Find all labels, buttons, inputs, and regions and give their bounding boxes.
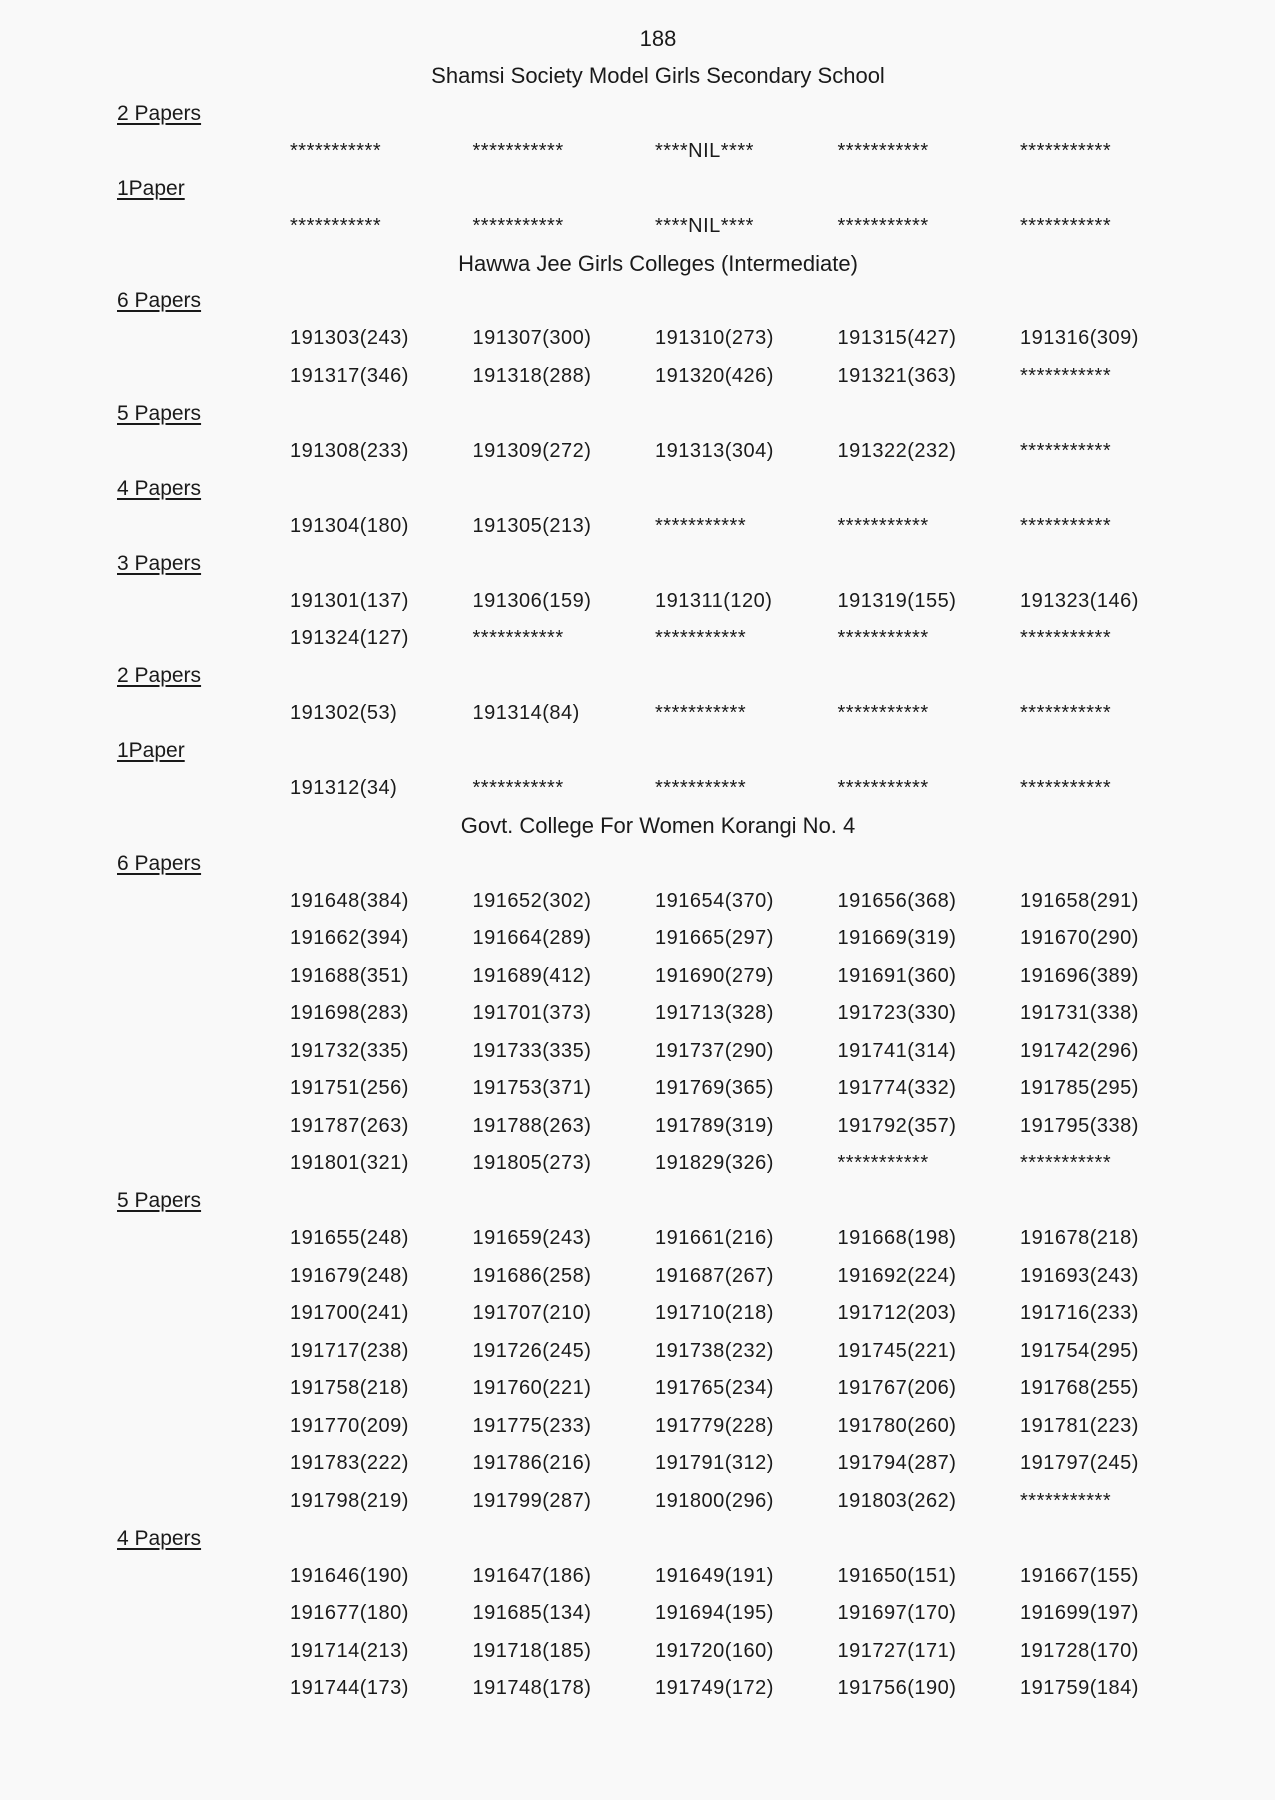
results-row	[0, 1220, 1275, 1258]
results-row	[0, 1070, 1275, 1108]
results-row	[0, 1633, 1275, 1671]
papers-group-heading	[0, 95, 1275, 133]
results-row	[0, 358, 1275, 396]
result-cell: 191307(300)	[472, 327, 592, 350]
result-cell: 191791(312)	[655, 1452, 774, 1475]
result-cell: 191302(53)	[290, 702, 398, 725]
result-cell: 191788(263)	[472, 1114, 592, 1137]
results-row	[0, 1370, 1275, 1408]
results-row	[0, 1558, 1275, 1596]
result-cell: 191786(216)	[472, 1452, 592, 1475]
results-row	[0, 995, 1275, 1033]
result-cell: ***********	[837, 214, 929, 237]
result-cell: 191311(120)	[655, 589, 773, 612]
result-cell: 191668(198)	[837, 1227, 957, 1250]
result-cell: 191718(185)	[472, 1639, 592, 1662]
papers-group-heading	[0, 845, 1275, 883]
result-cell: 191775(233)	[472, 1414, 592, 1437]
result-cell: 191321(363)	[837, 364, 957, 387]
result-cell: 191753(371)	[472, 1077, 592, 1100]
result-cell: 191686(258)	[472, 1264, 592, 1287]
result-cell: 191320(426)	[655, 364, 774, 387]
result-cell: 191306(159)	[472, 589, 592, 612]
result-cell: ***********	[837, 139, 929, 162]
papers-group-heading	[0, 1520, 1275, 1558]
result-cell: 191649(191)	[655, 1564, 774, 1587]
results-row	[0, 1258, 1275, 1296]
result-cell: 191691(360)	[837, 964, 957, 987]
result-cell: 191748(178)	[472, 1677, 592, 1700]
result-cell: ***********	[837, 514, 929, 537]
result-cell: 191720(160)	[655, 1639, 774, 1662]
result-cell: ***********	[1020, 1152, 1112, 1175]
result-cell: ****NIL****	[655, 214, 754, 237]
result-cell: 191314(84)	[472, 702, 580, 725]
results-row	[0, 1108, 1275, 1146]
result-cell: 191768(255)	[1020, 1377, 1139, 1400]
results-row	[0, 508, 1275, 546]
result-cell: 191322(232)	[837, 439, 957, 462]
result-cell: 191678(218)	[1020, 1227, 1139, 1250]
result-cell: 191749(172)	[655, 1677, 774, 1700]
results-row	[0, 1145, 1275, 1183]
results-content	[0, 58, 1275, 1708]
result-cell: 191685(134)	[472, 1602, 592, 1625]
result-cell: 191696(389)	[1020, 964, 1139, 987]
papers-group-heading	[0, 170, 1275, 208]
result-cell: 191781(223)	[1020, 1414, 1139, 1437]
results-row	[0, 1670, 1275, 1708]
results-row	[0, 770, 1275, 808]
papers-group-label: 2 Papers	[117, 101, 202, 125]
result-cell: 191744(173)	[290, 1677, 409, 1700]
papers-group-label: 5 Papers	[117, 1189, 202, 1213]
papers-group-heading	[0, 545, 1275, 583]
result-cell: 191760(221)	[472, 1377, 592, 1400]
results-row	[0, 620, 1275, 658]
result-cell: 191690(279)	[655, 964, 774, 987]
result-cell: 191313(304)	[655, 439, 774, 462]
result-cell: 191713(328)	[655, 1002, 774, 1025]
result-cell: 191727(171)	[837, 1639, 957, 1662]
result-cell: 191794(287)	[837, 1452, 957, 1475]
result-cell: 191693(243)	[1020, 1264, 1139, 1287]
result-cell: 191647(186)	[472, 1564, 592, 1587]
result-cell: 191707(210)	[472, 1302, 592, 1325]
result-cell: 191677(180)	[290, 1602, 409, 1625]
results-row	[0, 1445, 1275, 1483]
result-cell: 191728(170)	[1020, 1639, 1139, 1662]
result-cell: ***********	[472, 139, 564, 162]
result-cell: 191745(221)	[837, 1339, 957, 1362]
papers-group-heading	[0, 658, 1275, 696]
result-cell: ***********	[472, 627, 564, 650]
papers-group-label: 6 Papers	[117, 289, 202, 313]
result-cell: 191689(412)	[472, 964, 592, 987]
result-cell: 191765(234)	[655, 1377, 774, 1400]
result-cell: 191798(219)	[290, 1489, 409, 1512]
result-cell: ***********	[1020, 777, 1112, 800]
result-cell: 191661(216)	[655, 1227, 774, 1250]
results-row	[0, 433, 1275, 471]
results-row	[0, 1033, 1275, 1071]
result-cell: 191712(203)	[837, 1302, 957, 1325]
papers-group-heading	[0, 1183, 1275, 1221]
result-cell: 191714(213)	[290, 1639, 409, 1662]
result-cell: ***********	[1020, 214, 1112, 237]
result-cell: 191315(427)	[837, 327, 957, 350]
result-cell: 191667(155)	[1020, 1564, 1139, 1587]
papers-group-heading	[0, 395, 1275, 433]
result-cell: 191692(224)	[837, 1264, 957, 1287]
result-cell: 191662(394)	[290, 927, 409, 950]
result-cell: 191829(326)	[655, 1152, 774, 1175]
result-cell: 191679(248)	[290, 1264, 409, 1287]
papers-group-label: 3 Papers	[117, 551, 202, 575]
result-cell: 191731(338)	[1020, 1002, 1139, 1025]
result-cell: 191805(273)	[472, 1152, 592, 1175]
results-row	[0, 1595, 1275, 1633]
result-cell: 191710(218)	[655, 1302, 774, 1325]
result-cell: ***********	[837, 777, 929, 800]
result-cell: 191726(245)	[472, 1339, 592, 1362]
result-cell: ***********	[1020, 1489, 1112, 1512]
result-cell: 191803(262)	[837, 1489, 957, 1512]
result-cell: ***********	[655, 514, 747, 537]
papers-group-label: 4 Papers	[117, 1526, 202, 1550]
result-cell: ***********	[837, 627, 929, 650]
papers-group-label: 1Paper	[117, 176, 185, 200]
result-cell: ***********	[837, 702, 929, 725]
result-cell: 191783(222)	[290, 1452, 409, 1475]
result-cell: 191316(309)	[1020, 327, 1139, 350]
result-cell: ***********	[1020, 364, 1112, 387]
result-cell: 191665(297)	[655, 927, 774, 950]
results-row	[0, 695, 1275, 733]
school-title: Shamsi Society Model Girls Secondary School	[431, 63, 885, 89]
results-row	[0, 883, 1275, 921]
result-cell: 191758(218)	[290, 1377, 409, 1400]
result-cell: 191304(180)	[290, 514, 409, 537]
result-cell: 191656(368)	[837, 889, 957, 912]
result-cell: 191659(243)	[472, 1227, 592, 1250]
result-cell: 191756(190)	[837, 1677, 957, 1700]
page-number: 188	[639, 25, 677, 51]
result-cell: 191698(283)	[290, 1002, 409, 1025]
result-cell: 191800(296)	[655, 1489, 774, 1512]
result-cell: ***********	[1020, 514, 1112, 537]
papers-group-heading	[0, 283, 1275, 321]
result-cell: 191323(146)	[1020, 589, 1139, 612]
result-cell: 191310(273)	[655, 327, 774, 350]
result-cell: 191318(288)	[472, 364, 592, 387]
result-cell: ***********	[655, 702, 747, 725]
result-cell: 191723(330)	[837, 1002, 957, 1025]
result-cell: 191312(34)	[290, 777, 398, 800]
result-cell: 191305(213)	[472, 514, 592, 537]
result-cell: 191646(190)	[290, 1564, 409, 1587]
result-cell: 191767(206)	[837, 1377, 957, 1400]
results-row	[0, 1408, 1275, 1446]
result-cell: 191687(267)	[655, 1264, 774, 1287]
result-cell: ***********	[1020, 439, 1112, 462]
papers-group-heading	[0, 733, 1275, 771]
result-cell: ****NIL****	[655, 139, 754, 162]
result-cell: 191694(195)	[655, 1602, 774, 1625]
result-cell: 191759(184)	[1020, 1677, 1139, 1700]
papers-group-label: 6 Papers	[117, 851, 202, 875]
result-cell: 191797(245)	[1020, 1452, 1139, 1475]
school-title: Govt. College For Women Korangi No. 4	[460, 813, 856, 839]
result-cell: ***********	[472, 214, 564, 237]
result-cell: 191785(295)	[1020, 1077, 1139, 1100]
result-cell: 191654(370)	[655, 889, 774, 912]
result-cell: 191670(290)	[1020, 927, 1139, 950]
result-cell: 191324(127)	[290, 627, 409, 650]
results-row	[0, 1295, 1275, 1333]
results-row	[0, 958, 1275, 996]
results-row	[0, 920, 1275, 958]
result-cell: 191309(272)	[472, 439, 592, 462]
results-row	[0, 133, 1275, 171]
result-cell: ***********	[472, 777, 564, 800]
result-cell: 191787(263)	[290, 1114, 409, 1137]
result-cell: ***********	[290, 214, 382, 237]
result-cell: 191701(373)	[472, 1002, 592, 1025]
result-cell: 191795(338)	[1020, 1114, 1139, 1137]
result-cell: 191717(238)	[290, 1339, 409, 1362]
result-cell: 191650(151)	[837, 1564, 957, 1587]
result-cell: 191664(289)	[472, 927, 592, 950]
result-cell: 191716(233)	[1020, 1302, 1139, 1325]
papers-group-label: 2 Papers	[117, 664, 202, 688]
result-cell: 191319(155)	[837, 589, 957, 612]
result-cell: 191648(384)	[290, 889, 409, 912]
result-cell: 191770(209)	[290, 1414, 409, 1437]
result-cell: 191751(256)	[290, 1077, 409, 1100]
result-cell: 191741(314)	[837, 1039, 957, 1062]
result-cell: 191789(319)	[655, 1114, 774, 1137]
result-cell: 191799(287)	[472, 1489, 592, 1512]
result-cell: ***********	[290, 139, 382, 162]
result-cell: 191780(260)	[837, 1414, 957, 1437]
result-cell: 191754(295)	[1020, 1339, 1139, 1362]
results-row	[0, 583, 1275, 621]
results-row	[0, 1333, 1275, 1371]
papers-group-label: 1Paper	[117, 739, 185, 763]
result-cell: 191301(137)	[290, 589, 409, 612]
result-cell: 191801(321)	[290, 1152, 409, 1175]
result-cell: 191303(243)	[290, 327, 409, 350]
result-cell: 191700(241)	[290, 1302, 409, 1325]
result-cell: 191769(365)	[655, 1077, 774, 1100]
result-cell: 191733(335)	[472, 1039, 592, 1062]
result-cell: 191317(346)	[290, 364, 409, 387]
result-cell: ***********	[655, 627, 747, 650]
result-cell: ***********	[837, 1152, 929, 1175]
results-row	[0, 320, 1275, 358]
papers-group-heading	[0, 470, 1275, 508]
result-cell: 191697(170)	[837, 1602, 957, 1625]
papers-group-label: 4 Papers	[117, 476, 202, 500]
result-cell: 191652(302)	[472, 889, 592, 912]
result-cell: 191658(291)	[1020, 889, 1139, 912]
result-cell: 191792(357)	[837, 1114, 957, 1137]
result-cell: 191732(335)	[290, 1039, 409, 1062]
school-title: Hawwa Jee Girls Colleges (Intermediate)	[458, 250, 858, 276]
result-cell: ***********	[1020, 702, 1112, 725]
result-cell: ***********	[1020, 139, 1112, 162]
result-cell: 191742(296)	[1020, 1039, 1139, 1062]
result-cell: 191655(248)	[290, 1227, 409, 1250]
result-cell: ***********	[655, 777, 747, 800]
result-cell: 191688(351)	[290, 964, 409, 987]
result-cell: 191669(319)	[837, 927, 957, 950]
results-row	[0, 1483, 1275, 1521]
result-cell: 191308(233)	[290, 439, 409, 462]
result-cell: 191779(228)	[655, 1414, 774, 1437]
result-cell: ***********	[1020, 627, 1112, 650]
results-row	[0, 208, 1275, 246]
result-cell: 191738(232)	[655, 1339, 774, 1362]
papers-group-label: 5 Papers	[117, 401, 202, 425]
result-cell: 191699(197)	[1020, 1602, 1139, 1625]
result-cell: 191774(332)	[837, 1077, 957, 1100]
result-cell: 191737(290)	[655, 1039, 774, 1062]
